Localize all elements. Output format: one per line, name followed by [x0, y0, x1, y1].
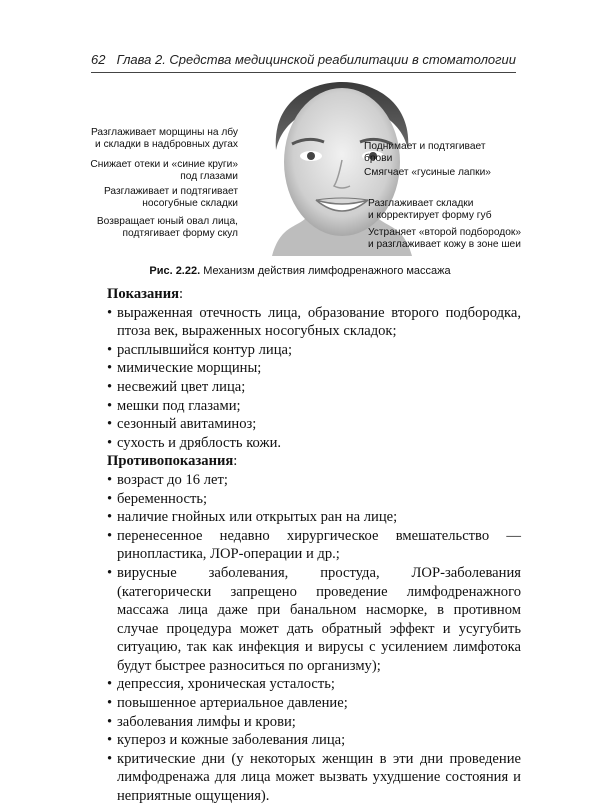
list-item-text: повышенное артериальное давление;	[117, 695, 348, 712]
list-item	[107, 378, 521, 397]
header-rule	[91, 72, 516, 73]
annotation-brows-line2: брови	[364, 153, 393, 164]
list-item	[107, 434, 521, 453]
annotation-under-eyes-line2: под глазами	[180, 171, 238, 182]
list-item	[107, 750, 521, 806]
annotation-chin-neck-line1: Устраняет «второй подбородок»	[368, 227, 522, 238]
chapter-title: Глава 2. Средства медицинской реабилитации в стоматологии	[116, 52, 516, 67]
list-item-text: выраженная отечность лица, образование второго подбородка, птоза век, выраженных носогубных складок;	[117, 304, 521, 340]
indications-heading-line	[107, 285, 521, 304]
annotation-face-oval-line2: подтягивает форму скул	[122, 228, 238, 239]
list-item	[107, 508, 521, 527]
annotation-nasolabial-line1: Разглаживает и подтягивает	[103, 186, 238, 197]
list-item-text: сезонный авитаминоз;	[117, 416, 257, 433]
contraindications-heading: Противопоказания	[107, 453, 234, 470]
list-item	[107, 415, 521, 434]
annotation-forehead	[88, 127, 238, 151]
list-item-text: заболевания лимфы и крови;	[117, 713, 296, 730]
bullet-icon: •	[107, 732, 113, 749]
list-item	[107, 397, 521, 416]
list-item-text: мешки под глазами;	[117, 397, 241, 414]
list-item	[107, 341, 521, 360]
annotation-crows-feet	[364, 167, 491, 179]
bullet-icon: •	[107, 378, 113, 395]
annotation-chin-neck	[368, 227, 521, 251]
list-item	[107, 713, 521, 732]
bullet-icon: •	[107, 434, 113, 451]
annotation-forehead-line1: Разглаживает морщины на лбу	[90, 127, 238, 138]
annotation-nasolabial-line2: носогубные складки	[142, 198, 238, 209]
caption-text: Механизм действия лимфодренажного массажа	[200, 265, 451, 277]
list-item-text: мимические морщины;	[117, 360, 262, 377]
running-header	[91, 50, 516, 70]
list-item	[107, 359, 521, 378]
bullet-icon: •	[107, 471, 113, 488]
bullet-icon: •	[107, 341, 113, 358]
list-item	[107, 731, 521, 750]
annotation-lips-line2: и корректирует форму губ	[368, 210, 492, 221]
page-number: 62	[91, 52, 106, 67]
indications-heading: Показания	[107, 286, 180, 302]
bullet-icon: •	[107, 397, 113, 414]
list-item-text: вирусные заболевания, простуда, ЛОР-заболевания (категорически запрещено проведение лимфодренажного массажа лица даже при банальном насморке, в противном случае процедура может дать обратный эффект и усугубить ситуацию, так как инфекция и вирусы с усилением лимфотока будут быстрее разноситься по организму);	[117, 564, 521, 674]
list-item	[107, 564, 521, 676]
annotation-lips-line1: Разглаживает складки	[368, 198, 474, 209]
bullet-icon: •	[107, 750, 113, 767]
indications-colon: :	[179, 286, 184, 302]
figure-caption	[0, 265, 600, 277]
annotation-nasolabial	[88, 186, 238, 210]
annotation-crows-feet-line1: Смягчает «гусиные лапки»	[364, 167, 491, 178]
annotation-under-eyes	[88, 159, 238, 183]
list-item-text: наличие гнойных или открытых ран на лице;	[117, 509, 398, 526]
body-text	[107, 285, 521, 806]
bullet-icon: •	[107, 527, 113, 544]
contraindications-colon: :	[233, 453, 238, 470]
list-item-text: возраст до 16 лет;	[117, 471, 228, 488]
list-item-text: сухость и дряблость кожи.	[117, 434, 282, 451]
annotation-face-oval-line1: Возвращает юный овал лица,	[96, 216, 238, 227]
list-item	[107, 490, 521, 509]
bullet-icon: •	[107, 564, 113, 581]
annotation-brows	[364, 141, 486, 165]
indications-list	[107, 304, 521, 453]
list-item	[107, 527, 521, 564]
list-item-text: критические дни (у некоторых женщин в эти дни проведение лимфодренажа для лица может вызвать ухудшение состояния и неприятные ощущения).	[117, 750, 521, 805]
list-item-text: расплывшийся контур лица;	[117, 341, 293, 358]
annotation-face-oval	[88, 216, 238, 240]
bullet-icon: •	[107, 416, 113, 433]
caption-label: Рис. 2.22.	[149, 265, 201, 277]
list-item-text: несвежий цвет лица;	[117, 378, 246, 395]
annotation-forehead-line2: и складки в надбровных дугах	[95, 139, 238, 150]
bullet-icon: •	[107, 490, 113, 507]
annotation-lips	[368, 198, 492, 222]
list-item-text: депрессия, хроническая усталость;	[117, 676, 335, 693]
bullet-icon: •	[107, 695, 113, 712]
annotation-chin-neck-line2: и разглаживает кожу в зоне шеи	[368, 239, 521, 250]
annotation-under-eyes-line1: Снижает отеки и «синие круги»	[90, 159, 238, 170]
list-item-text: купероз и кожные заболевания лица;	[117, 732, 346, 749]
bullet-icon: •	[107, 360, 113, 377]
list-item	[107, 304, 521, 341]
list-item-text: беременность;	[117, 490, 208, 507]
list-item	[107, 694, 521, 713]
list-item	[107, 471, 521, 490]
bullet-icon: •	[107, 509, 113, 526]
face-massage-figure	[88, 80, 522, 260]
list-item-text: перенесенное недавно хирургическое вмешательство — ринопластика, ЛОР-операции и др.;	[117, 527, 521, 563]
list-item	[107, 675, 521, 694]
contraindications-heading-line	[107, 452, 521, 471]
bullet-icon: •	[107, 713, 113, 730]
annotation-brows-line1: Поднимает и подтягивает	[364, 141, 486, 152]
contraindications-list	[107, 471, 521, 806]
bullet-icon: •	[107, 304, 113, 321]
bullet-icon: •	[107, 676, 113, 693]
